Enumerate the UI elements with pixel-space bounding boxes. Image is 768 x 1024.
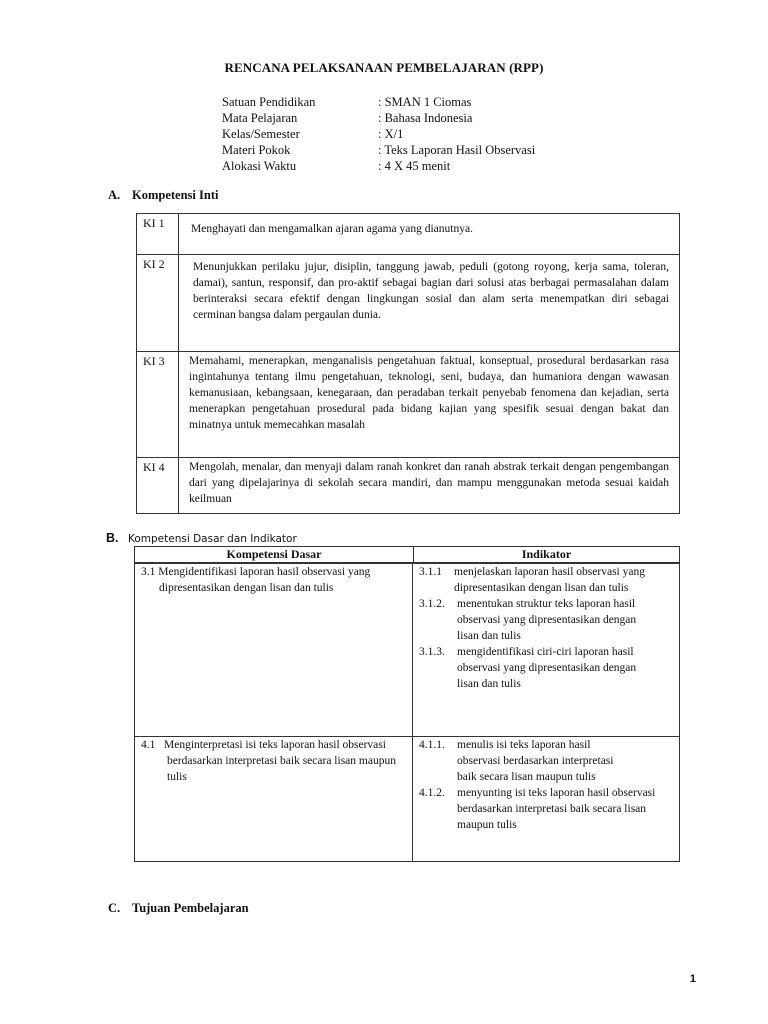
section-title: Kompetensi Inti	[132, 188, 219, 202]
section-title: Kompetensi Dasar dan Indikator	[128, 533, 297, 545]
indicator-cell	[413, 564, 679, 736]
indicator-text: menulis isi teks laporan hasil observasi berdasarkan interpretasi baik secara lisan maupun tulis	[457, 739, 614, 783]
ki-row	[137, 457, 679, 513]
indicator-number: 3.1.3.	[419, 646, 445, 658]
identity-value: : SMAN 1 Ciomas	[378, 95, 472, 109]
identity-value: : Bahasa Indonesia	[378, 111, 473, 125]
ki-label: KI 3	[137, 352, 179, 457]
header-indikator: Indikator	[521, 547, 572, 561]
ki-label: KI 4	[137, 458, 179, 513]
identity-row	[222, 94, 582, 110]
kd-row	[135, 563, 679, 736]
indicator-item	[419, 785, 679, 833]
kd-number: 4.1	[141, 739, 156, 751]
section-title: Tujuan Pembelajaran	[132, 901, 249, 915]
indicator-item	[419, 596, 679, 644]
ki-row	[137, 351, 679, 457]
indicator-number: 3.1.1	[419, 566, 442, 578]
identity-row	[222, 126, 582, 142]
identity-label: Kelas/Semester	[222, 127, 300, 141]
ki-text: Mengolah, menalar, dan menyaji dalam ranah konkret dan ranah abstrak terkait dengan pengembangan dari yang dipelajarinya di sekolah secara mandiri, dan mampu menggunakan metoda sesuai kaidah keilmuan	[189, 461, 669, 505]
section-b-heading	[106, 531, 297, 545]
section-letter: C.	[108, 901, 121, 915]
ki-row	[137, 254, 679, 351]
kd-row	[135, 736, 679, 861]
kd-cell	[135, 564, 413, 736]
indicator-text: menyunting isi teks laporan hasil observasi berdasarkan interpretasi baik secara lisan maupun tulis	[457, 787, 656, 831]
kd-number: 3.1	[141, 566, 156, 578]
indicator-number: 4.1.2.	[419, 787, 445, 799]
header-kompetensi-dasar: Kompetensi Dasar	[135, 547, 414, 562]
kd-item	[141, 564, 412, 596]
indicator-text: menentukan struktur teks laporan hasil observasi yang dipresentasikan dengan lisan dan tulis	[457, 598, 637, 642]
page-number: 1	[689, 973, 696, 985]
kd-text: Mengidentifikasi laporan hasil observasi yang dipresentasikan dengan lisan dan tulis	[158, 566, 371, 594]
identity-row	[222, 142, 582, 158]
identity-label: Satuan Pendidikan	[222, 95, 316, 109]
indicator-text: menjelaskan laporan hasil observasi yang dipresentasikan dengan lisan dan tulis	[454, 566, 645, 594]
identity-label: Mata Pelajaran	[222, 111, 298, 125]
kompetensi-dasar-table	[134, 546, 680, 862]
kd-table-header	[135, 547, 679, 563]
identity-label: Materi Pokok	[222, 143, 291, 157]
identity-label: Alokasi Waktu	[222, 159, 297, 173]
identity-row	[222, 158, 582, 174]
indicator-item	[419, 564, 679, 596]
kompetensi-inti-table	[136, 213, 680, 514]
ki-row	[137, 214, 679, 254]
section-a-heading	[108, 188, 218, 203]
ki-text: Memahami, menerapkan, menganalisis pengetahuan faktual, konseptual, prosedural berdasarkan rasa ingintahunya tentang ilmu pengetahuan, teknologi, seni, budaya, dan humaniora dengan wawasan kemanusiaan, kebangsaan, kenegaraan, dan peradaban terkait penyebab fenomena dan kejadian, serta menerapkan pengetahuan prosedural pada bidang kajian yang spesifik sesuai dengan bakat dan minatnya untuk memecahkan masalah	[189, 355, 669, 431]
ki-label: KI 2	[137, 255, 179, 351]
ki-label: KI 1	[137, 214, 179, 254]
indicator-number: 3.1.2.	[419, 598, 445, 610]
ki-text: Menghayati dan mengamalkan ajaran agama yang dianutnya.	[191, 223, 473, 235]
identity-block	[222, 94, 582, 174]
identity-value: : X/1	[378, 127, 404, 141]
indicator-text: mengidentifikasi ciri-ciri laporan hasil observasi yang dipresentasikan dengan lisan dan tulis	[457, 646, 637, 690]
indicator-number: 4.1.1.	[419, 739, 445, 751]
indicator-item	[419, 737, 679, 785]
document-title: RENCANA PELAKSANAAN PEMBELAJARAN (RPP)	[224, 60, 544, 75]
ki-text: Menunjukkan perilaku jujur, disiplin, tanggung jawab, peduli (gotong royong, kerja sama, toleran, damai), santun, responsif, dan pro-aktif sebagai bagian dari solusi atas berbagai permasalahan dalam berinteraksi secara efektif dengan lingkungan sosial dan alam serta menempatkan diri sebagai cerminan bangsa dalam pergaulan dunia.	[193, 261, 669, 321]
section-letter: A.	[108, 188, 121, 202]
kd-text: Menginterpretasi isi teks laporan hasil observasi berdasarkan interpretasi baik secara lisan maupun tulis	[164, 739, 396, 783]
kd-cell	[135, 737, 413, 861]
kd-item	[141, 737, 412, 785]
section-c-heading	[108, 901, 249, 916]
identity-value: : Teks Laporan Hasil Observasi	[378, 143, 536, 157]
section-letter: B.	[106, 531, 119, 545]
identity-value: : 4 X 45 menit	[378, 159, 451, 173]
indicator-item	[419, 644, 679, 692]
indicator-cell	[413, 737, 679, 861]
identity-row	[222, 110, 582, 126]
